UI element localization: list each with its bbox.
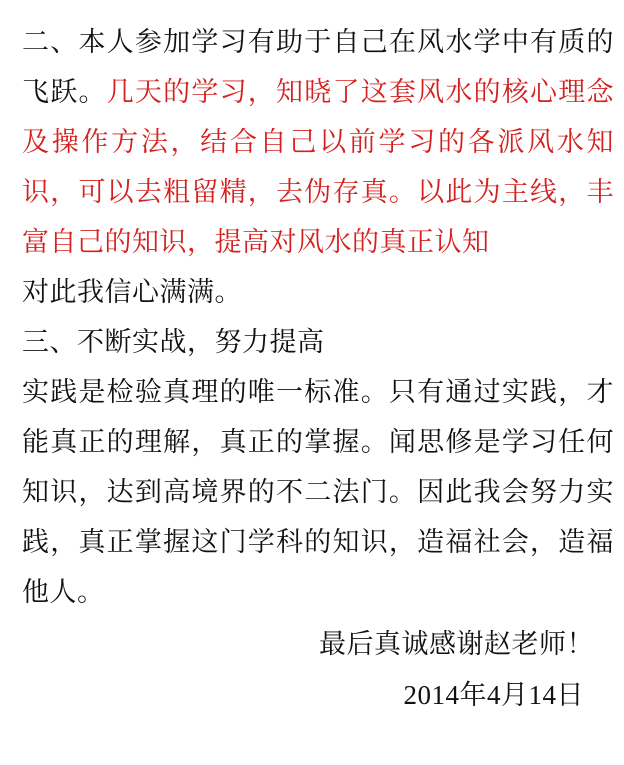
closing-signature: 最后真诚感谢赵老师！ [319,629,594,660]
section-2-tail: 对此我信心满满。 [22,277,242,308]
closing-date: 2014年4月14日 [403,680,584,710]
letter-page [22,18,614,720]
section-3-body: 实践是检验真理的唯一标准。只有通过实践，才能真正的理解，真正的掌握。闻思修是学习任何知识，达到高境界的不二法门。因此我会努力实践，真正掌握这门学科的知识，造福社会，造福他人。 [22,377,614,608]
section-2-highlight: 几天的学习，知晓了这套风水的核心理念及操作方法，结合自己以前学习的各派风水知识，可以去粗留精，去伪存真。以此为主线，丰富自己的知识，提高对风水的真正认知 [22,77,615,258]
section-2-lead: 二、本人参加学习有助于自己在风水学中有质的飞跃。 [22,27,614,108]
section-3-heading: 三、不断实战，努力提高 [22,327,325,358]
section-2-paragraph [22,18,614,268]
